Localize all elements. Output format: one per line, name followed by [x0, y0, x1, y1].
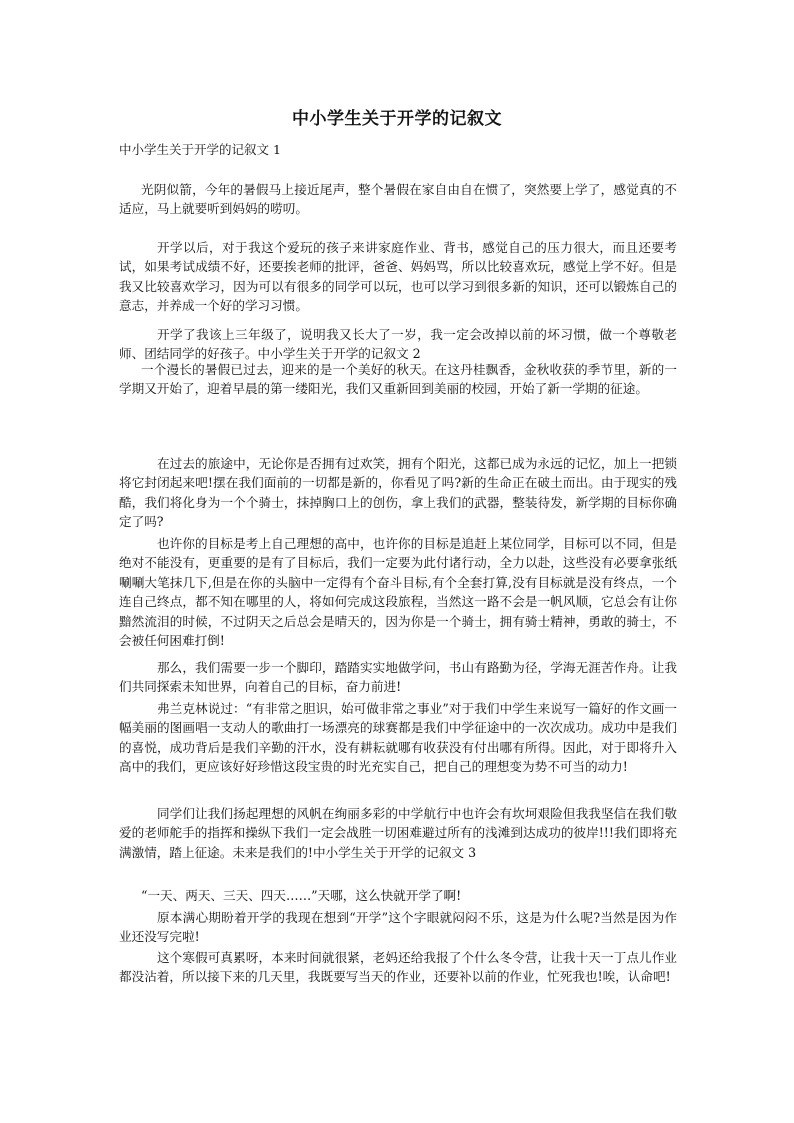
essay2-paragraph-1: 一个漫长的暑假已过去，迎来的是一个美好的秋天。在这丹桂飘香，金秋收获的季节里，新的一学期又开始了，迎着早晨的第一缕阳光，我们又重新回到美丽的校园，开始了新一学期的征途。: [119, 362, 677, 397]
essay2-paragraph-4: 那么，我们需要一步一个脚印，踏踏实实地做学问，书山有路勤为径，学海无涯苦作舟。让我们共同探索未知世界，向着自己的目标，奋力前进!: [119, 660, 677, 695]
essay2-paragraph-6: 同学们让我们扬起理想的风帆在绚丽多彩的中学航行中也许会有坎坷艰险但我我坚信在我们敬爱的老师舵手的指挥和操纵下我们一定会战胜一切困难避过所有的浅滩到达成功的彼岸!!!我们即将充满激情，踏上征途。未来是我们的!中小学生关于开学的记叙文 3: [119, 806, 677, 860]
essay1-paragraph-3: 开学了我该上三年级了，说明我又长大了一岁，我一定会改掉以前的坏习惯，做一个尊敬老师、团结同学的好孩子。中小学生关于开学的记叙文 2: [119, 327, 677, 362]
essay3-paragraph-1: “一天、两天、三天、四天……”天哪，这么快就开学了啊!: [141, 888, 462, 903]
essay2-paragraph-5: 弗兰克林说过：“有非常之胆识，始可做非常之事业”对于我们中学生来说写一篇好的作文画一幅美丽的图画唱一支动人的歌曲打一场漂亮的球赛都是我们中学征途中的一次次成功。成功中是我们的喜悦，成功背后是我们辛勤的汗水，没有耕耘就哪有收获没有付出哪有所得。因此，对于即将升入高中的我们，更应该好好珍惜这段宝贵的时光充实自己，把自己的理想变为势不可当的动力!: [119, 701, 677, 775]
essay3-paragraph-2: 原本满心期盼着开学的我现在想到“开学”这个字眼就闷闷不乐，这是为什么呢?当然是因为作业还没写完啦!: [119, 910, 677, 945]
essay3-paragraph-3: 这个寒假可真累呀，本来时间就很紧，老妈还给我报了个什么冬令营，让我十天一丁点儿作业都没沾着，所以接下来的几天里，我既要写当天的作业，还要补以前的作业，忙死我也!唉，认命吧!: [119, 950, 677, 985]
essay1-paragraph-1: 光阴似箭，今年的暑假马上接近尾声，整个暑假在家自由自在惯了，突然要上学了，感觉真的不适应，马上就要听到妈妈的唠叨。: [119, 182, 677, 217]
document-title: 中小学生关于开学的记叙文: [292, 109, 502, 129]
essay2-paragraph-3: 也许你的目标是考上自己理想的高中，也许你的目标是追赶上某位同学，目标可以不同，但是绝对不能没有，更重要的是有了目标后，我们一定要为此付诸行动，全力以赴，这些没有必要拿张纸唰唰大笔抹几下,但是在你的头脑中一定得有个奋斗目标,有个全套打算,没有目标就是没有终点，一个连自己终点，都不知在哪里的人，将如何完成这段旅程，当然这一路不会是一帆风顺，它总会有让你黯然流泪的时候，不过阴天之后总会是晴天的，因为你是一个骑士，拥有骑士精神，勇敢的骑士，不会被任何困难打倒!: [119, 536, 677, 649]
essay1-paragraph-2: 开学以后，对于我这个爱玩的孩子来讲家庭作业、背书，感觉自己的压力很大，而且还要考试，如果考试成绩不好，还要挨老师的批评，爸爸、妈妈骂，所以比较喜欢玩，感觉上学不好。但是我又比较喜欢学习，因为可以有很多的同学可以玩，也可以学习到很多新的知识，还可以锻炼自己的意志，并养成一个好的学习习惯。: [119, 240, 677, 314]
essay2-paragraph-2: 在过去的旅途中，无论你是否拥有过欢笑，拥有个阳光，这都已成为永远的记忆，加上一把锁将它封闭起来吧!摆在我们面前的一切都是新的，你看见了吗?新的生命正在破土而出。由于现实的残酷，我们将化身为一个个骑士，抹掉胸口上的创伤，拿上我们的武器，整装待发，新学期的目标你确定了吗?: [119, 456, 677, 530]
section-heading-1: 中小学生关于开学的记叙文 1: [119, 142, 281, 157]
